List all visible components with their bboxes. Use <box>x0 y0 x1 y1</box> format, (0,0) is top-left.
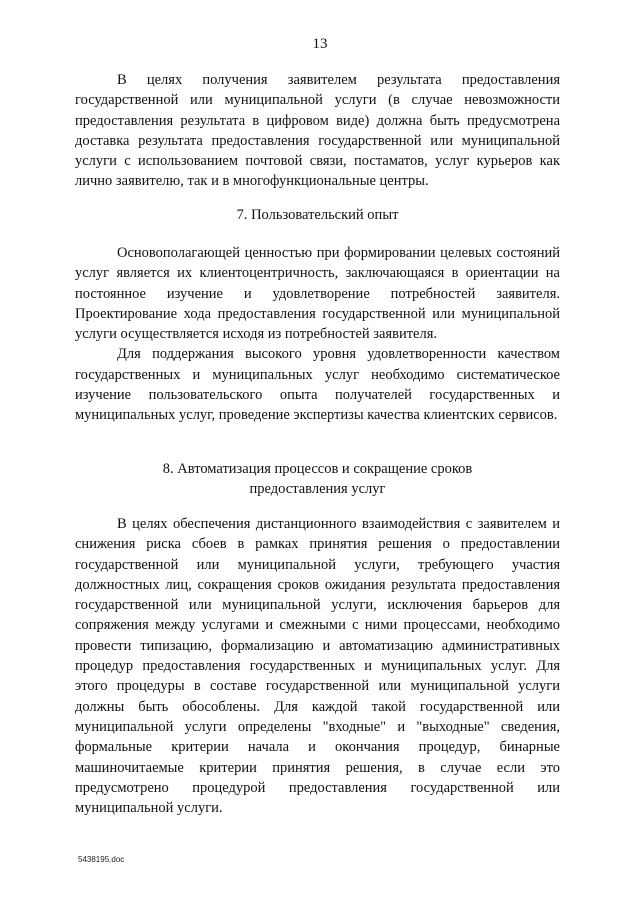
section-8-heading-line-1: 8. Автоматизация процессов и сокращение сроков <box>162 461 473 477</box>
document-filename: 5438195.doc <box>78 855 125 864</box>
section-7-paragraph-1: Основополагающей ценностью при формировании целевых состояний услуг является их клиентоцентричность, заключающаяся в ориентации на постоянное изучение и удовлетворение потребностей заявителя. Проектирование хода предоставления государственной или муниципальной услуги осуществляется исходя из потребностей заявителя. <box>75 245 560 343</box>
section-7-heading: 7. Пользовательский опыт <box>236 207 399 223</box>
page-number: 13 <box>312 36 328 52</box>
section-8-heading-line-2: предоставления услуг <box>249 481 386 497</box>
section-8-heading <box>75 459 560 499</box>
section-7-paragraph-2: Для поддержания высокого уровня удовлетворенности качеством государственных и муниципальных услуг необходимо систематическое изучение пользовательского опыта получателей государственных и муниципальных услуг, проведение экспертизы качества клиентских сервисов. <box>75 346 560 424</box>
section-8-paragraph-1: В целях обеспечения дистанционного взаимодействия с заявителем и снижения риска сбоев в рамках принятия решения о предоставлении государственной или муниципальной услуги, требующего участия должностных лиц, сокращения сроков ожидания результата предоставления государственной или муниципальной услуги, исключения барьеров для сопряжения между услугами и смежными с ними процессами, необходимо провести типизацию, формализацию и автоматизацию административных процедур предоставления государственных и муниципальных услуг. Для этого процедуры в составе государственной или муниципальной услуги должны быть обособлены. Для каждой такой государственной или муниципальной услуги определены "входные" и "выходные" сведения, формальные критерии начала и окончания процедур, бинарные машиночитаемые критерии принятия решения, в случае если это предусмотрено процедурой предоставления государственной или муниципальной услуги. <box>75 516 560 817</box>
intro-section <box>75 70 560 192</box>
intro-paragraph: В целях получения заявителем результата предоставления государственной или муниципальной услуги (в случае невозможности предоставления результата в цифровом виде) должна быть предусмотрена доставка результата предоставления государственной или муниципальной услуги с использованием почтовой связи, постаматов, услуг курьеров как лично заявителю, так и в многофункциональные центры. <box>75 72 560 190</box>
section-7-body <box>75 243 560 426</box>
section-8-body <box>75 514 560 818</box>
